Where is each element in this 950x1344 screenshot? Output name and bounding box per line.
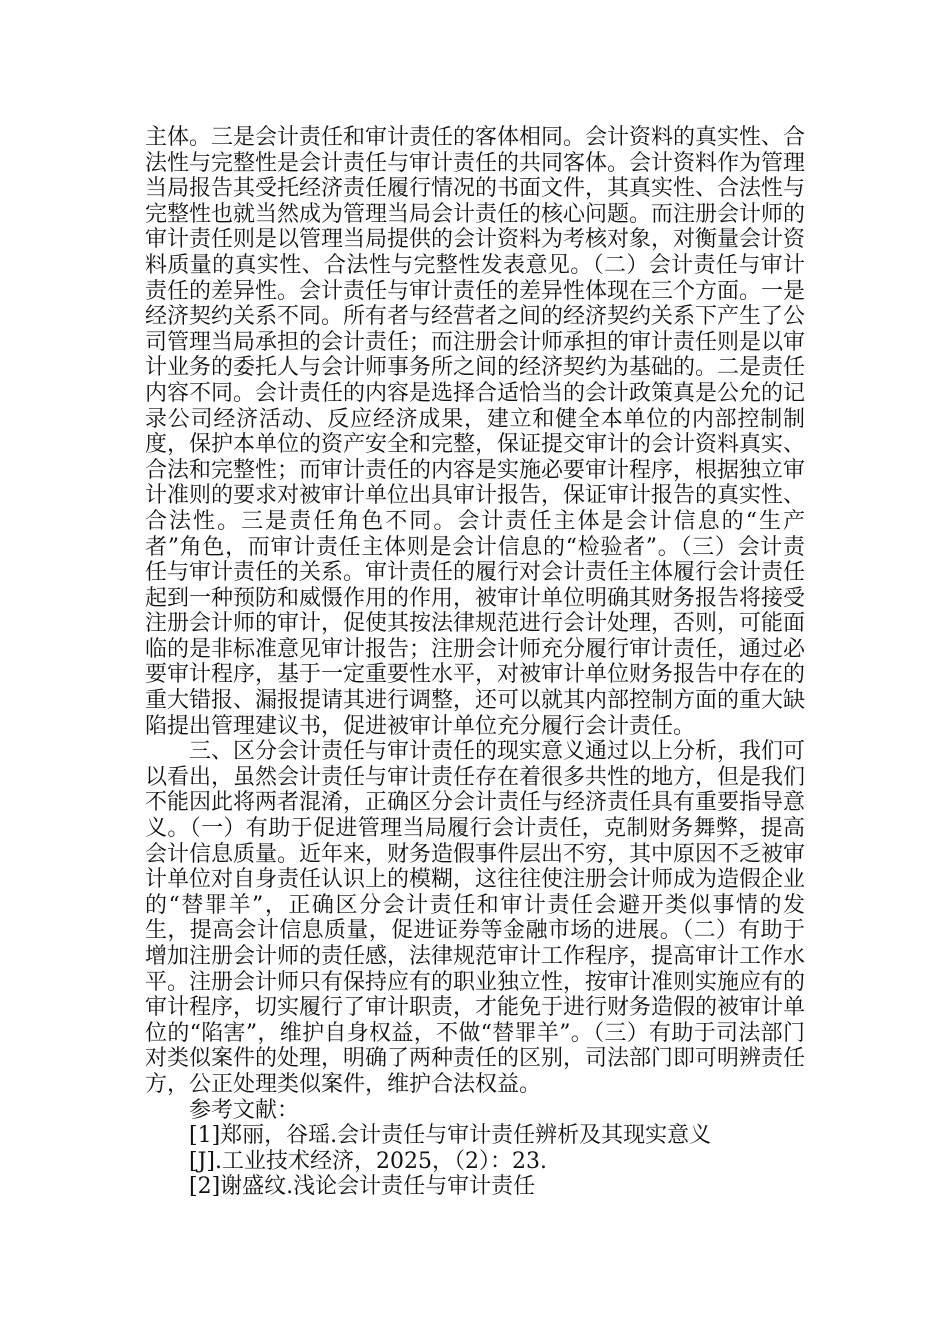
reference-line-2: [J].工业技术经济，2025，（2）：23. [189,1148,547,1174]
references-heading: 参考文献： [189,1097,300,1123]
document-page [145,125,805,1200]
reference-line-3: [2]谢盛纹.浅论会计责任与审计责任 [189,1174,536,1200]
body-paragraph-2: 三、区分会计责任与审计责任的现实意义通过以上分析，我们可以看出，虽然会计责任与审计责任存在着很多共性的地方，但是我们不能因此将两者混淆，正确区分会计责任与经济责任具有重要指导意义。（一）有助于促进管理当局履行会计责任，克制财务舞弊，提高会计信息质量。近年来，财务造假事件层出不穷，其中原因不乏被审计单位对自身责任认识上的模糊，这往往使注册会计师成为造假企业的“替罪羊”，正确区分会计责任和审计责任会避开类似事情的发生，提高会计信息质量，促进证券等金融市场的进展。（二）有助于增加注册会计师的责任感，法律规范审计工作程序，提高审计工作水平。注册会计师只有保持应有的职业独立性，按审计准则实施应有的审计程序，切实履行了审计职责，才能免于进行财务造假的被审计单位的“陷害”，维护自身权益，不做“替罪羊”。（三）有助于司法部门对类似案件的处理，明确了两种责任的区别，司法部门即可明辨责任方，公正处理类似案件，维护合法权益。 [145,739,806,1097]
reference-line-1: [1]郑丽，谷瑶.会计责任与审计责任辨析及其现实意义 [189,1123,712,1149]
body-paragraph-1: 主体。三是会计责任和审计责任的客体相同。会计资料的真实性、合法性与完整性是会计责任与审计责任的共同客体。会计资料作为管理当局报告其受托经济责任履行情况的书面文件，其真实性、合法性与完整性也就当然成为管理当局会计责任的核心问题。而注册会计师的审计责任则是以管理当局提供的会计资料为考核对象，对衡量会计资料质量的真实性、合法性与完整性发表意见。（二）会计责任与审计责任的差异性。会计责任与审计责任的差异性体现在三个方面。一是经济契约关系不同。所有者与经营者之间的经济契约关系下产生了公司管理当局承担的会计责任；而注册会计师承担的审计责任则是以审计业务的委托人与会计师事务所之间的经济契约为基础的。二是责任内容不同。会计责任的内容是选择合适恰当的会计政策真是公允的记录公司经济活动、反应经济成果，建立和健全本单位的内部控制制度，保护本单位的资产安全和完整，保证提交审计的会计资料真实、合法和完整性；而审计责任的内容是实施必要审计程序，根据独立审计准则的要求对被审计单位出具审计报告，保证审计报告的真实性、合法性。三是责任角色不同。会计责任主体是会计信息的“生产者”角色，而审计责任主体则是会计信息的“检验者”。（三）会计责任与审计责任的关系。审计责任的履行对会计责任主体履行会计责任起到一种预防和威慑作用的作用，被审计单位明确其财务报告将接受注册会计师的审计，促使其按法律规范进行会计处理，否则，可能面临的是非标准意见审计报告；注册会计师充分履行审计责任，通过必要审计程序，基于一定重要性水平，对被审计单位财务报告中存在的重大错报、漏报提请其进行调整，还可以就其内部控制方面的重大缺陷提出管理建议书，促进被审计单位充分履行会计责任。 [145,125,806,739]
